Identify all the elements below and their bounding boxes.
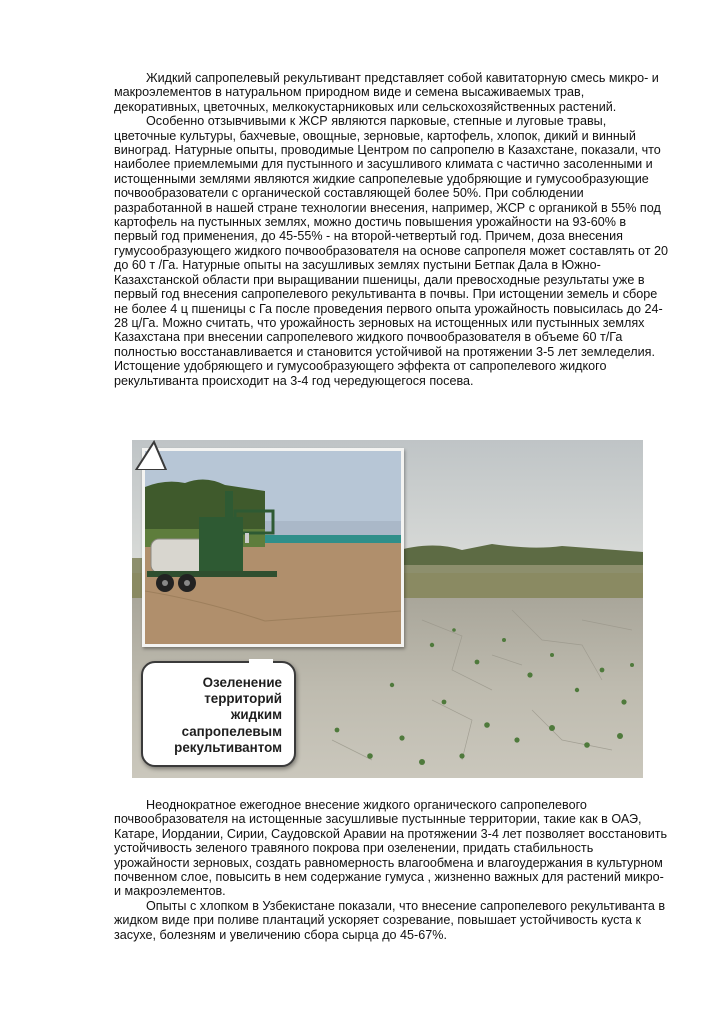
paragraph: Жидкий сапропелевый рекультивант представляет собой кавитаторную смесь микро- и макроэлементов в натуральном природном виде и семена высаживаемых трав, декоративных, цветочных, мелкокустарниковых или сельскохозяйственных растений. [114,71,659,114]
paragraph: Опыты с хлопком в Узбекистане показали, что внесение сапропелевого рекультиванта в жидком виде при поливе плантаций ускоряет созревание, повышает устойчивость куста к засухе, болезням и увеличению сбора сырца до 45-67%. [114,898,666,942]
photo-figure [132,440,643,778]
inset-photo [142,448,404,647]
paragraph: Особенно отзывчивыми к ЖСР являются парковые, степные и луговые травы, цветочные культуры, бахчевые, овощные, зерновые, картофель, хлопок, дикий и винный виноград. Натурные опыты, проводимые Центром по сапропелю в Казахстане, показали, что наиболее приемлемыми для пустынного и засушливого климата с частично засоленными и истощенными землями являются жидкие сапропелевые удобряющие и гумусообразующие почвообразователи с органической составляющей более 50%. При соблюдении разработанной в нашей стране технологии внесения, например, ЖСР с органикой в 55% под картофель на пустынных землях, можно достичь повышения урожайности на 93-60% в первый год применения, до 45-55% - на второй-четвертый год. Причем, доза внесения гумусообразующего жидкого почвообразователя на основе сапропеля может составлять от 20 до 60 т /Га. Натурные опыты на засушливых землях пустыни Бетпак Дала в Южно-Казахстанской области при выращивании пшеницы, дали превосходные результаты уже в первый год внесения сапропелевого рекультиванта в почвы. При истощении земель и сборе не более 4 ц пшеницы с Га после проведения первого опыта урожайность повысилась до 24-28 ц/Га. Можно считать, что урожайность зерновых на истощенных или пустынных землях Казахстана при внесении сапропелевого жидкого почвообразователя в объеме 60 т/Га полностью восстанавливается и становится устойчивой на протяжении 3-5 лет земледелия. Истощение удобряющего и гумусообразующего эффекта от сапропелевого жидкого рекультиванта происходит на 3-4 год чередующегося посева. [114,114,669,388]
paragraph: Неоднократное ежегодное внесение жидкого органического сапропелевого почвообразователя на истощенные засушливые пустынные территории, такие как в ОАЭ, Катаре, Иордании, Сирии, Саудовской Аравии на протяжении 3-4 лет позволяет восстановить устойчивость зеленого травяного покрова при озеленении, придать стабильность урожайности зерновых, создать равномерность влагообмена и влагоудержания в культурном почвенном слое, повысить в нем содержание гумуса , жизненно важных для растений микро- и макроэлементов. [114,798,668,899]
sprayer-machine-photo [145,451,401,644]
caption-text: Озеленение территорий жидким сапропелевым рекультивантом [174,675,282,755]
photo-caption [141,661,296,767]
text-block-top [114,71,670,388]
text-block-bottom [114,798,670,942]
callout-pointer [132,440,172,470]
callout-pointer-mask [249,659,273,665]
